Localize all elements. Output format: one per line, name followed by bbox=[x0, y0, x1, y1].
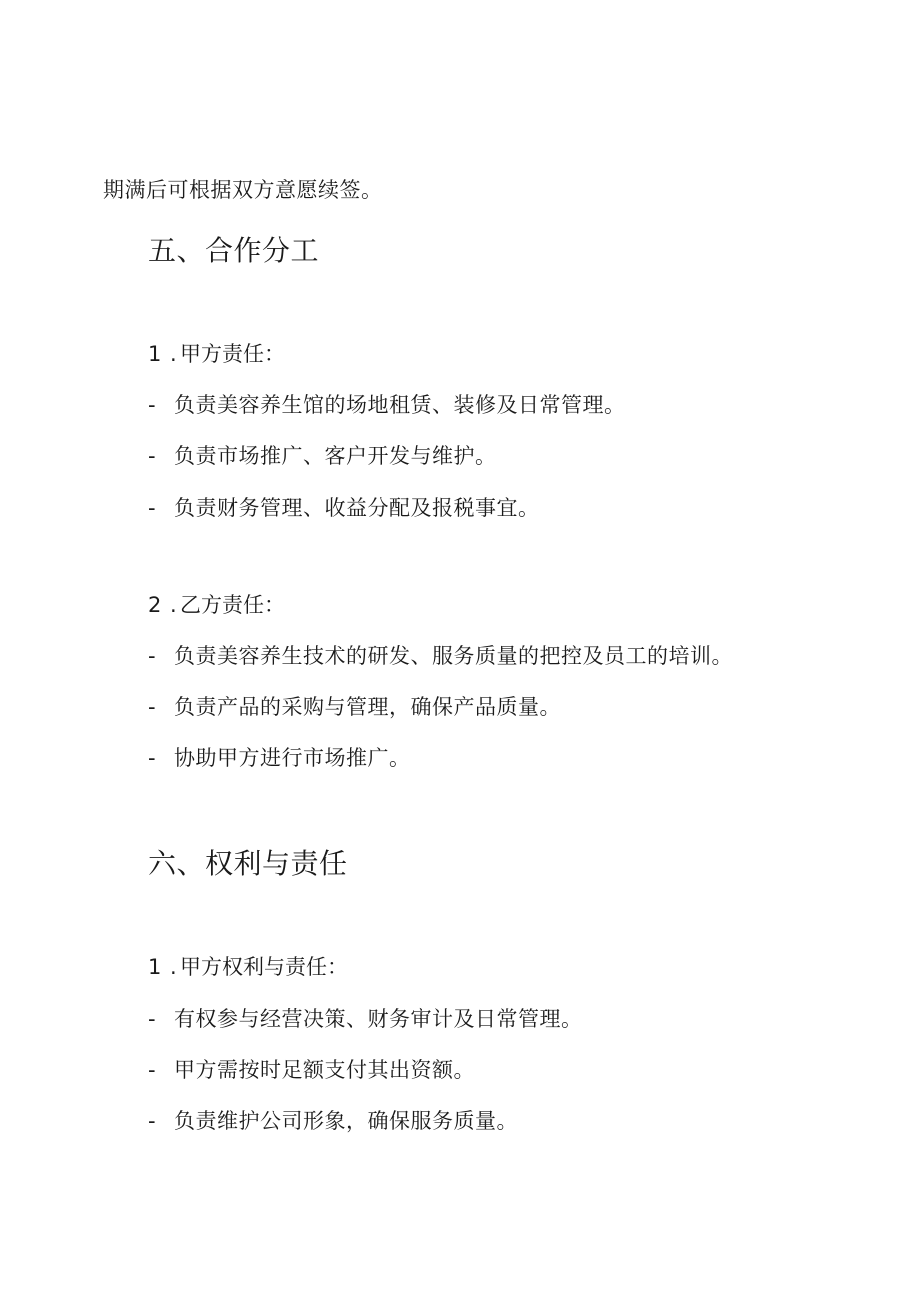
item-number: 2 bbox=[148, 593, 162, 617]
number-separator: . bbox=[170, 342, 177, 366]
list-item-text: 负责美容养生馆的场地租赁、装修及日常管理。 bbox=[174, 393, 626, 417]
list-item-text: 负责市场推广、客户开发与维护。 bbox=[174, 444, 497, 468]
bullet-dash: - bbox=[148, 1007, 157, 1031]
item-number: 1 bbox=[148, 342, 162, 366]
item-label: 甲方责任： bbox=[180, 342, 285, 366]
list-item-text: 负责维护公司形象，确保服务质量。 bbox=[174, 1109, 518, 1133]
list-item bbox=[148, 693, 561, 721]
bullet-dash: - bbox=[148, 644, 157, 668]
list-item bbox=[148, 1005, 583, 1033]
list-item bbox=[148, 494, 540, 522]
list-item bbox=[148, 642, 733, 670]
bullet-dash: - bbox=[148, 695, 157, 719]
item-label: 甲方权利与责任： bbox=[180, 955, 348, 979]
bullet-dash: - bbox=[148, 746, 157, 770]
list-item bbox=[148, 391, 626, 419]
bullet-dash: - bbox=[148, 444, 157, 468]
item-label: 乙方责任： bbox=[180, 593, 285, 617]
number-separator: . bbox=[170, 593, 177, 617]
section-5-party-b-heading bbox=[148, 591, 285, 619]
list-item-text: 负责美容养生技术的研发、服务质量的把控及员工的培训。 bbox=[174, 644, 733, 668]
section-6-party-a-heading bbox=[148, 953, 348, 981]
list-item bbox=[148, 744, 411, 772]
bullet-dash: - bbox=[148, 1058, 157, 1082]
list-item-text: 负责产品的采购与管理，确保产品质量。 bbox=[174, 695, 561, 719]
list-item-text: 协助甲方进行市场推广。 bbox=[174, 746, 411, 770]
intro-line: 期满后可根据双方意愿续签。 bbox=[103, 178, 383, 202]
list-item bbox=[148, 442, 497, 470]
list-item bbox=[148, 1056, 475, 1084]
list-item-text: 负责财务管理、收益分配及报税事宜。 bbox=[174, 496, 540, 520]
list-item bbox=[148, 1107, 518, 1135]
list-item-text: 甲方需按时足额支付其出资额。 bbox=[174, 1058, 475, 1082]
bullet-dash: - bbox=[148, 1109, 157, 1133]
section-5-party-a-heading bbox=[148, 340, 285, 368]
bullet-dash: - bbox=[148, 496, 157, 520]
item-number: 1 bbox=[148, 955, 162, 979]
list-item-text: 有权参与经营决策、财务审计及日常管理。 bbox=[174, 1007, 583, 1031]
number-separator: . bbox=[170, 955, 177, 979]
section-6-title: 六、权利与责任 bbox=[148, 847, 348, 880]
bullet-dash: - bbox=[148, 393, 157, 417]
section-5-title: 五、合作分工 bbox=[148, 234, 320, 267]
